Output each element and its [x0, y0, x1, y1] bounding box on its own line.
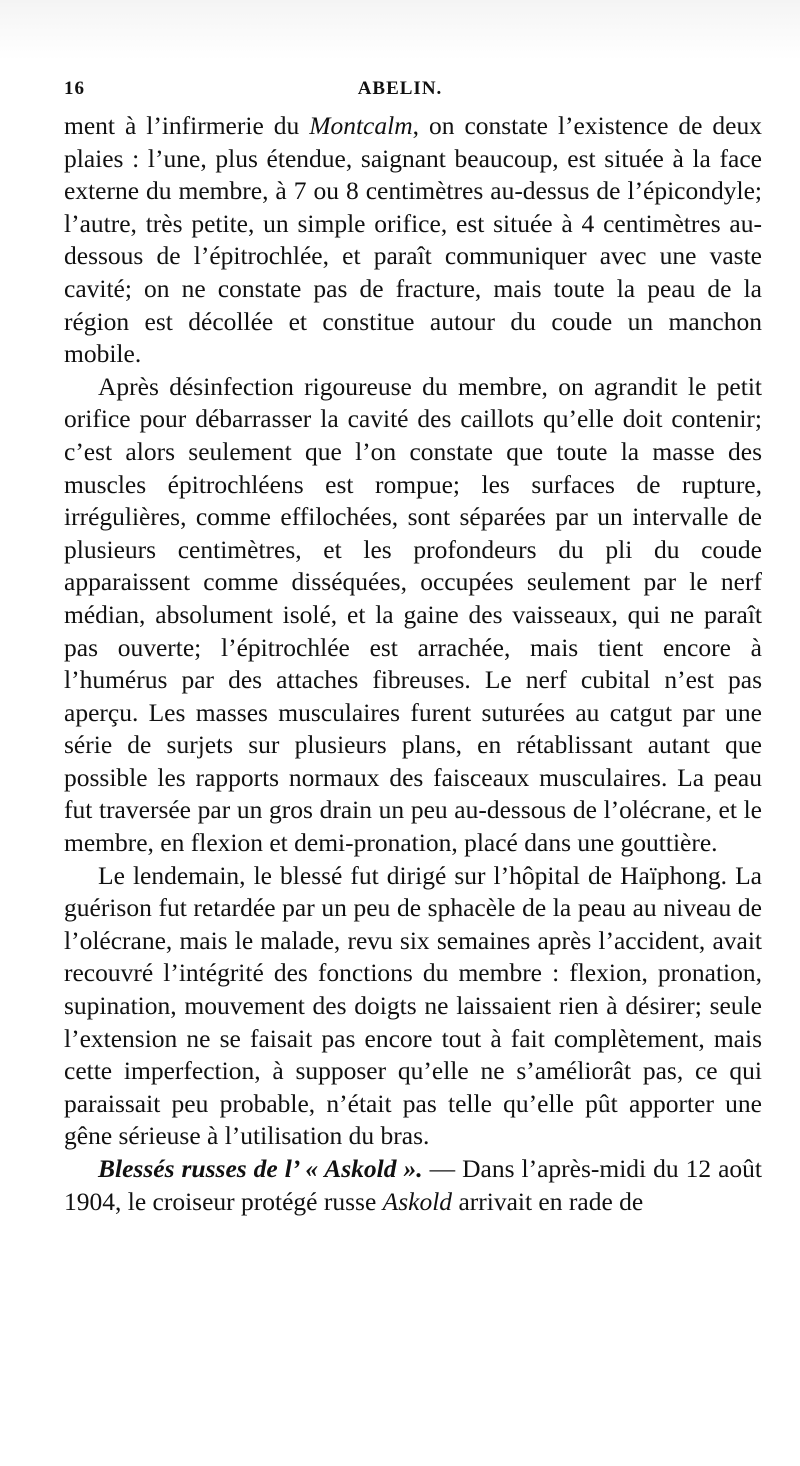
paragraph-1-post: , on constate l’existence de deux plaies : l’une, plus étendue, saignant beaucoup, est située à la face externe du membre, à 7 ou 8 centimètres au-dessus de l’épicondyle; l’autre, très petite, un simple orifice, est située à 4 centimètres au-dessous de l’épitrochlée, et paraît communiquer avec une vaste cavité; on ne constate pas de fracture, mais toute la peau de la région est décollée et constitue autour du coude un manchon mobile. [64, 111, 762, 369]
section-title: Blessés russes de l’ « Askold ». [98, 1154, 423, 1183]
section-text-post: arrivait en rade de [452, 1186, 644, 1216]
section-dash: — [422, 1154, 463, 1183]
paragraph-1-pre: ment à l’infirmerie du [64, 111, 310, 140]
body-text [64, 110, 762, 1218]
running-head: ABELIN. [357, 78, 443, 99]
ship-name-askold: Askold [382, 1186, 453, 1216]
paragraph-2: Après désinfection rigoureuse du membre, on agrandit le petit orifice pour débarrasser la cavité des caillots qu’elle doit contenir; c’est alors seulement que l’on constate que toute la masse des muscles épitrochléens est rompue; les surfaces de rupture, irrégulières, comme effilochées, sont séparées par un intervalle de plusieurs centimètres, et les profondeurs du pli du coude apparaissent comme disséquées, occupées seulement par le nerf médian, absolument isolé, et la gaine des vaisseaux, qui ne paraît pas ouverte; l’épitrochlée est arrachée, mais tient encore à l’humérus par des attaches fibreuses. Le nerf cubital n’est pas aperçu. Les masses musculaires furent suturées au catgut par une série de surjets sur plusieurs plans, en rétablissant autant que possible les rapports normaux des faisceaux musculaires. La peau fut traversée par un gros drain un peu au-dessous de l’olécrane, et le membre, en flexion et demi-pronation, placé dans une gouttière. [64, 371, 762, 858]
page-header [64, 78, 762, 100]
ship-name-montcalm: Montcalm [309, 111, 413, 140]
section-text-pre: Dans l’après-midi du 12 août 1904, le croiseur protégé russe [64, 1154, 762, 1216]
paragraph-3: Le lendemain, le blessé fut dirigé sur l’hôpital de Haïphong. La guérison fut retardée par un peu de sphacèle de la peau au niveau de l’olécrane, mais le malade, revu six semaines après l’accident, avait recouvré l’intégrité des fonctions du membre : flexion, pronation, supination, mouvement des doigts ne laissaient rien à désirer; seule l’extension ne se faisait pas encore tout à fait complètement, mais cette imperfection, à supposer qu’elle ne s’améliorât pas, ce qui paraissait peu probable, n’était pas telle qu’elle pût apporter une gêne sérieuse à l’utilisation du bras. [64, 860, 762, 1151]
section-askold [64, 1153, 762, 1218]
paragraph-1 [64, 110, 762, 371]
page-number: 16 [64, 78, 85, 99]
